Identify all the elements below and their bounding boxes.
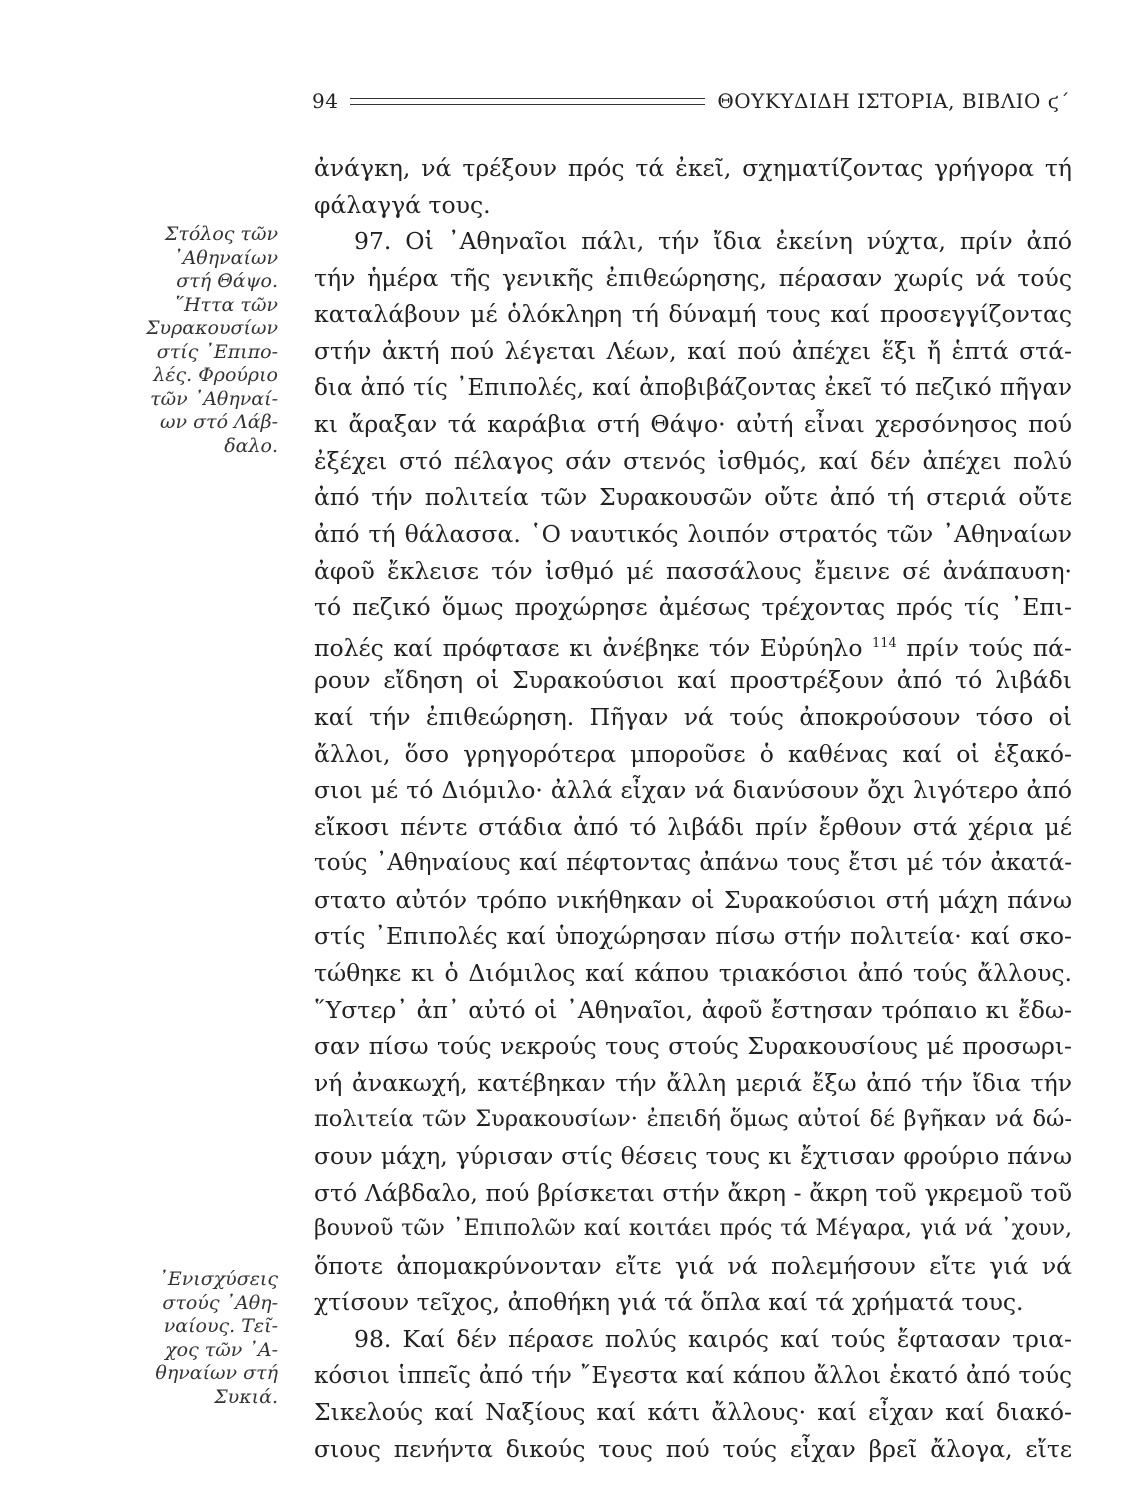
margin-note-line: ῞Ηττα τῶν: [174, 293, 278, 316]
text-line-part: πρίν τούς πά-: [906, 633, 1072, 662]
text-line: ἀνάγκη, νά τρέξουν πρός τά ἐκεῖ, σχηματίζοντας γρήγορα τή: [314, 154, 1072, 182]
text-line: σαν πίσω τούς νεκρούς τους στούς Συρακουσίους μέ προσωρι-: [314, 1032, 1072, 1061]
footnote-ref: 114: [871, 635, 897, 651]
text-line: ἀπό τή θάλασσα. ῾Ο ναυτικός λοιπόν στρατός τῶν ᾿Αθηναίων: [314, 519, 1072, 548]
text-line: βουνοῦ τῶν ᾿Επιπολῶν καί κοιτάει πρός τά Μέγαρα, γιά νά ᾿χουν,: [314, 1216, 1072, 1242]
text-line: σιοι μέ τό Διόμιλο· ἀλλά εἶχαν νά διανύσουν ὄχι λιγότερο ἀπό: [314, 776, 1072, 805]
text-line: ὅποτε ἀπομακρύνονταν εἴτε γιά νά πολεμήσουν εἴτε γιά νά: [314, 1251, 1072, 1280]
text-line: χτίσουν τεῖχος, ἀποθήκη γιά τά ὅπλα καί τά χρήματά τους.: [314, 1288, 1024, 1317]
margin-note-line: Συκιά.: [214, 1385, 278, 1408]
margin-note-line: λές. Φρούριο: [153, 364, 278, 386]
text-line-with-footnote: [314, 626, 1072, 663]
text-line: ἀπό τήν πολιτεία τῶν Συρακουσῶν οὔτε ἀπό τή στεριά οὔτε: [314, 483, 1072, 512]
margin-note-line: ων στό Λάβ-: [160, 411, 278, 433]
margin-note-line: Συρακουσίων: [146, 317, 278, 339]
text-line: ρουν εἴδηση οἱ Συρακούσιοι καί προστρέξουν ἀπό τό λιβάδι: [314, 666, 1072, 695]
text-line: στήν ἀκτή πού λέγεται Λέων, καί πού ἀπέχει ἕξι ἤ ἑπτά στά-: [314, 336, 1072, 365]
margin-note-line: ᾿Αθηναίων: [173, 246, 278, 269]
running-title: ΘΟΥΚΥΔΙΔΗ ΙΣΤΟΡΙΑ, ΒΙΒΛΙΟ ϛ΄: [717, 89, 1070, 113]
text-line: στατο αὐτόν τρόπο νικήθηκαν οἱ Συρακούσιοι στή μάχη πάνω: [314, 885, 1072, 914]
text-line: στίς ᾿Επιπολές καί ὑποχώρησαν πίσω στήν πολιτεία· καί σκο-: [314, 922, 1072, 951]
text-line: καί τήν ἐπιθεώρηση. Πῆγαν νά τούς ἀποκρούσουν τόσο οἱ: [314, 702, 1072, 731]
text-line: τώθηκε κι ὁ Διόμιλος καί κάπου τριακόσιοι ἀπό τούς ἄλλους.: [314, 959, 1072, 988]
margin-note-line: στίς ᾿Επιπο-: [156, 340, 278, 363]
text-line: νή ἀνακωχή, κατέβηκαν τήν ἄλλη μεριά ἔξω ἀπό τήν ἴδια τήν: [314, 1068, 1072, 1097]
text-line: Σικελούς καί Ναξίους καί κάτι ἄλλους· καί εἶχαν καί διακό-: [314, 1398, 1072, 1427]
running-header: [312, 86, 1070, 116]
page-number: 94: [312, 89, 339, 113]
text-line-part: πολές καί πρόφτασε κι ἀνέβηκε τόν Εὐρύηλο: [314, 633, 863, 662]
text-line: πολιτεία τῶν Συρακουσίων· ἐπειδή ὅμως αὐτοί δέ βγῆκαν νά δώ-: [314, 1106, 1072, 1133]
text-line: εἴκοσι πέντε στάδια ἀπό τό λιβάδι πρίν ἔρθουν στά χέρια μέ: [314, 812, 1072, 841]
text-line: φάλαγγά τους.: [314, 190, 491, 219]
margin-note-reinforcements: [130, 1268, 278, 1409]
text-line: ἄλλοι, ὅσο γρηγορότερα μποροῦσε ὁ καθένας καί οἱ ἑξακό-: [314, 739, 1072, 768]
margin-note-line: στή Θάψο.: [176, 270, 278, 292]
margin-note-line: ᾿Ενισχύσεις: [158, 1268, 278, 1290]
text-line: σουν μάχη, γύρισαν στίς θέσεις τους κι ἔχτισαν φρούριο πάνω: [314, 1142, 1072, 1171]
text-line: δια ἀπό τίς ᾿Επιπολές, καί ἀποβιβάζοντας ἐκεῖ τό πεζικό πῆγαν: [314, 374, 1072, 401]
text-line: ἀφοῦ ἔκλεισε τόν ἰσθμό μέ πασσάλους ἔμεινε σέ ἀνάπαυση·: [314, 556, 1072, 585]
body-text: [314, 150, 1072, 1467]
text-line: τό πεζικό ὅμως προχώρησε ἀμέσως τρέχοντας πρός τίς ᾿Επι-: [314, 593, 1072, 622]
text-line: καταλάβουν μέ ὁλόκληρη τή δύναμή τους καί προσεγγίζοντας: [314, 300, 1072, 329]
text-line: κι ἄραξαν τά καράβια στή Θάψο· αὐτή εἶναι χερσόνησος πού: [314, 410, 1072, 439]
margin-note-line: Στόλος τῶν: [164, 223, 278, 245]
paragraph-97-start: 97. Οἱ ᾿Αθηναῖοι πάλι, τήν ἴδια ἐκείνη νύχτα, πρίν ἀπό: [354, 227, 1072, 256]
margin-note-line: στούς ᾿Αθη-: [162, 1291, 278, 1314]
text-line: ῞Υστερ᾿ ἀπ᾿ αὐτό οἱ ᾿Αθηναῖοι, ἀφοῦ ἔστησαν τρόπαιο κι ἔδω-: [314, 995, 1072, 1024]
margin-note-line: δαλο.: [224, 434, 278, 457]
text-line: ἐξέχει στό πέλαγος σάν στενός ἰσθμός, καί δέν ἀπέχει πολύ: [314, 446, 1072, 475]
header-rule: [350, 98, 705, 105]
text-line: τήν ἡμέρα τῆς γενικῆς ἐπιθεώρησης, πέρασαν χωρίς νά τούς: [314, 263, 1072, 292]
text-line: τούς ᾿Αθηναίους καί πέφτοντας ἀπάνω τους ἔτσι μέ τόν ἀκατά-: [314, 850, 1072, 877]
text-line: κόσιοι ἱππεῖς ἀπό τήν ῎Εγεστα καί κάπου ἄλλοι ἑκατό ἀπό τούς: [314, 1362, 1072, 1389]
margin-note-line: ναίους. Τεῖ-: [163, 1315, 278, 1337]
paragraph-98-start: 98. Καί δέν πέρασε πολύς καιρός καί τούς ἔφτασαν τρια-: [354, 1325, 1072, 1353]
margin-note-thapsos: [130, 223, 278, 458]
margin-note-line: τῶν ᾿Αθηναί-: [150, 387, 278, 410]
margin-note-line: χος τῶν ᾿Α-: [165, 1338, 278, 1361]
text-line: σιους πενήντα δικούς τους πού τούς εἶχαν βρεῖ ἄλογα, εἴτε: [314, 1434, 1072, 1463]
margin-note-line: θηναίων στή: [155, 1362, 278, 1384]
text-line: στό Λάβδαλο, πού βρίσκεται στήν ἄκρη - ἄκρη τοῦ γκρεμοῦ τοῦ: [314, 1178, 1072, 1207]
